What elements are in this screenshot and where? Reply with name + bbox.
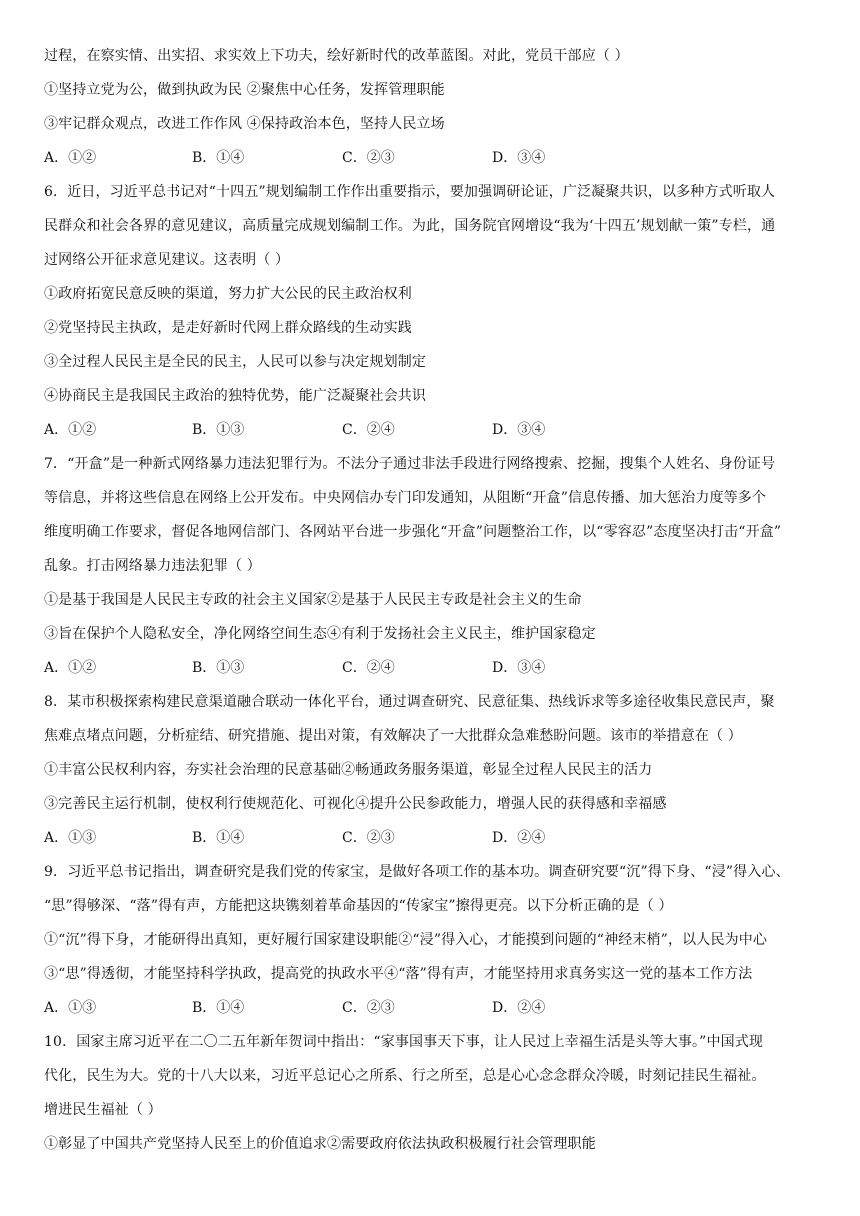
q8-stem-line-1: 8．某市积极探索构建民意渠道融合联动一体化平台，通过调查研究、民意征集、热线诉求等多途径收集民意民声，聚 (44, 694, 775, 710)
q7-option-c[interactable]: C．②④ (342, 660, 395, 676)
q10-stem-line-2: 代化，民生为大。党的十八大以来，习近平总记心之所系、行之所至，总是心心念念群众冷暖，时刻记挂民生福祉。 (44, 1068, 766, 1084)
q8-stem-line-2: 焦难点堵点问题，分析症结、研究措施、提出对策，有效解决了一大批群众急难愁盼问题。该市的举措意在（ ） (44, 728, 742, 744)
q10-stem-line-1: 10．国家主席习近平在二〇二五年新年贺词中指出：“家事国事天下事，让人民过上幸福生活是头等大事。”中国式现 (44, 1034, 764, 1050)
q6-statement-3: ③全过程人民民主是全民的民主，人民可以参与决定规划制定 (44, 354, 427, 370)
q6-stem-line-3: 过网络公开征求意见建议。这表明（ ） (44, 252, 290, 268)
q7-stem-line-4: 乱象。打击网络暴力违法犯罪（ ） (44, 558, 261, 574)
q5-option-c[interactable]: C．②③ (342, 150, 395, 166)
q5-statement-3-4: ③牢记群众观点，改进工作作风 ④保持政治本色，坚持人民立场 (44, 116, 445, 132)
q6-option-b[interactable]: B．①③ (192, 422, 245, 438)
q8-statement-3-4: ③完善民主运行机制，使权利行使规范化、可视化④提升公民参政能力，增强人民的获得感和幸福感 (44, 796, 667, 812)
q9-option-a[interactable]: A．①③ (44, 1000, 97, 1016)
q5-stem-line-1: 过程，在察实情、出实招、求实效上下功夫，绘好新时代的改革蓝图。对此，党员干部应（ ） (44, 48, 629, 64)
q6-option-c[interactable]: C．②④ (342, 422, 395, 438)
q6-option-a[interactable]: A．①② (44, 422, 97, 438)
q5-option-d[interactable]: D．③④ (492, 150, 546, 166)
q5-option-a[interactable]: A．①② (44, 150, 97, 166)
q5-option-b[interactable]: B．①④ (192, 150, 245, 166)
q8-option-b[interactable]: B．①④ (192, 830, 245, 846)
q6-stem-line-1: 6．近日，习近平总书记对“十四五”规划编制工作作出重要指示，要加强调研论证，广泛凝聚共识，以多种方式听取人 (44, 184, 776, 200)
q7-stem-line-1: 7．“开盒”是一种新式网络暴力违法犯罪行为。不法分子通过非法手段进行网络搜索、挖掘，搜集个人姓名、身份证号 (44, 456, 776, 472)
q8-statement-1-2: ①丰富公民权利内容，夯实社会治理的民意基础②畅通政务服务渠道，彰显全过程人民民主的活力 (44, 762, 653, 778)
q5-statement-1-2: ①坚持立党为公，做到执政为民 ②聚焦中心任务，发挥管理职能 (44, 82, 445, 98)
q6-statement-4: ④协商民主是我国民主政治的独特优势，能广泛凝聚社会共识 (44, 388, 427, 404)
q7-option-a[interactable]: A．①② (44, 660, 97, 676)
q9-option-b[interactable]: B．①④ (192, 1000, 245, 1016)
q8-option-c[interactable]: C．②③ (342, 830, 395, 846)
q7-stem-line-3: 维度明确工作要求，督促各地网信部门、各网站平台进一步强化“开盒”问题整治工作，以“零容忍”态度坚决打击“开盒” (44, 524, 782, 540)
q9-statement-1-2: ①“沉”得下身，才能研得出真知，更好履行国家建设职能②“浸”得入心，才能摸到问题的“神经末梢”，以人民为中心 (44, 932, 768, 948)
q9-option-d[interactable]: D．②④ (492, 1000, 546, 1016)
q10-statement-1-2: ①彰显了中国共产党坚持人民至上的价值追求②需要政府依法执政积极履行社会管理职能 (44, 1136, 596, 1152)
q8-option-a[interactable]: A．①③ (44, 830, 97, 846)
q8-option-d[interactable]: D．②④ (492, 830, 546, 846)
q7-option-b[interactable]: B．①③ (192, 660, 245, 676)
q6-option-d[interactable]: D．③④ (492, 422, 546, 438)
q7-statement-3-4: ③旨在保护个人隐私安全，净化网络空间生态④有利于发扬社会主义民主，维护国家稳定 (44, 626, 596, 642)
q9-stem-line-2: “思”得够深、“落”得有声，方能把这块镌刻着革命基因的“传家宝”擦得更亮。以下分析正确的是（ ） (44, 898, 673, 914)
q9-statement-3-4: ③“思”得透彻，才能坚持科学执政，提高党的执政水平④“落”得有声，才能坚持用求真务实这一党的基本工作方法 (44, 966, 753, 982)
q7-statement-1-2: ①是基于我国是人民民主专政的社会主义国家②是基于人民民主专政是社会主义的生命 (44, 592, 582, 608)
q10-stem-line-3: 增进民生福祉（ ） (44, 1102, 162, 1118)
q6-statement-1: ①政府拓宽民意反映的渠道，努力扩大公民的民主政治权利 (44, 286, 412, 302)
q7-option-d[interactable]: D．③④ (492, 660, 546, 676)
q9-option-c[interactable]: C．②③ (342, 1000, 395, 1016)
q7-stem-line-2: 等信息，并将这些信息在网络上公开发布。中央网信办专门印发通知，从阻断“开盒”信息传播、加大惩治力度等多个 (44, 490, 767, 506)
q9-stem-line-1: 9．习近平总书记指出，调查研究是我们党的传家宝，是做好各项工作的基本功。调查研究要“沉”得下身、“浸”得入心、 (44, 864, 790, 880)
q6-stem-line-2: 民群众和社会各界的意见建议，高质量完成规划编制工作。为此，国务院官网增设“我为‘十四五’规划献一策”专栏，通 (44, 218, 776, 234)
q6-statement-2: ②党坚持民主执政，是走好新时代网上群众路线的生动实践 (44, 320, 412, 336)
